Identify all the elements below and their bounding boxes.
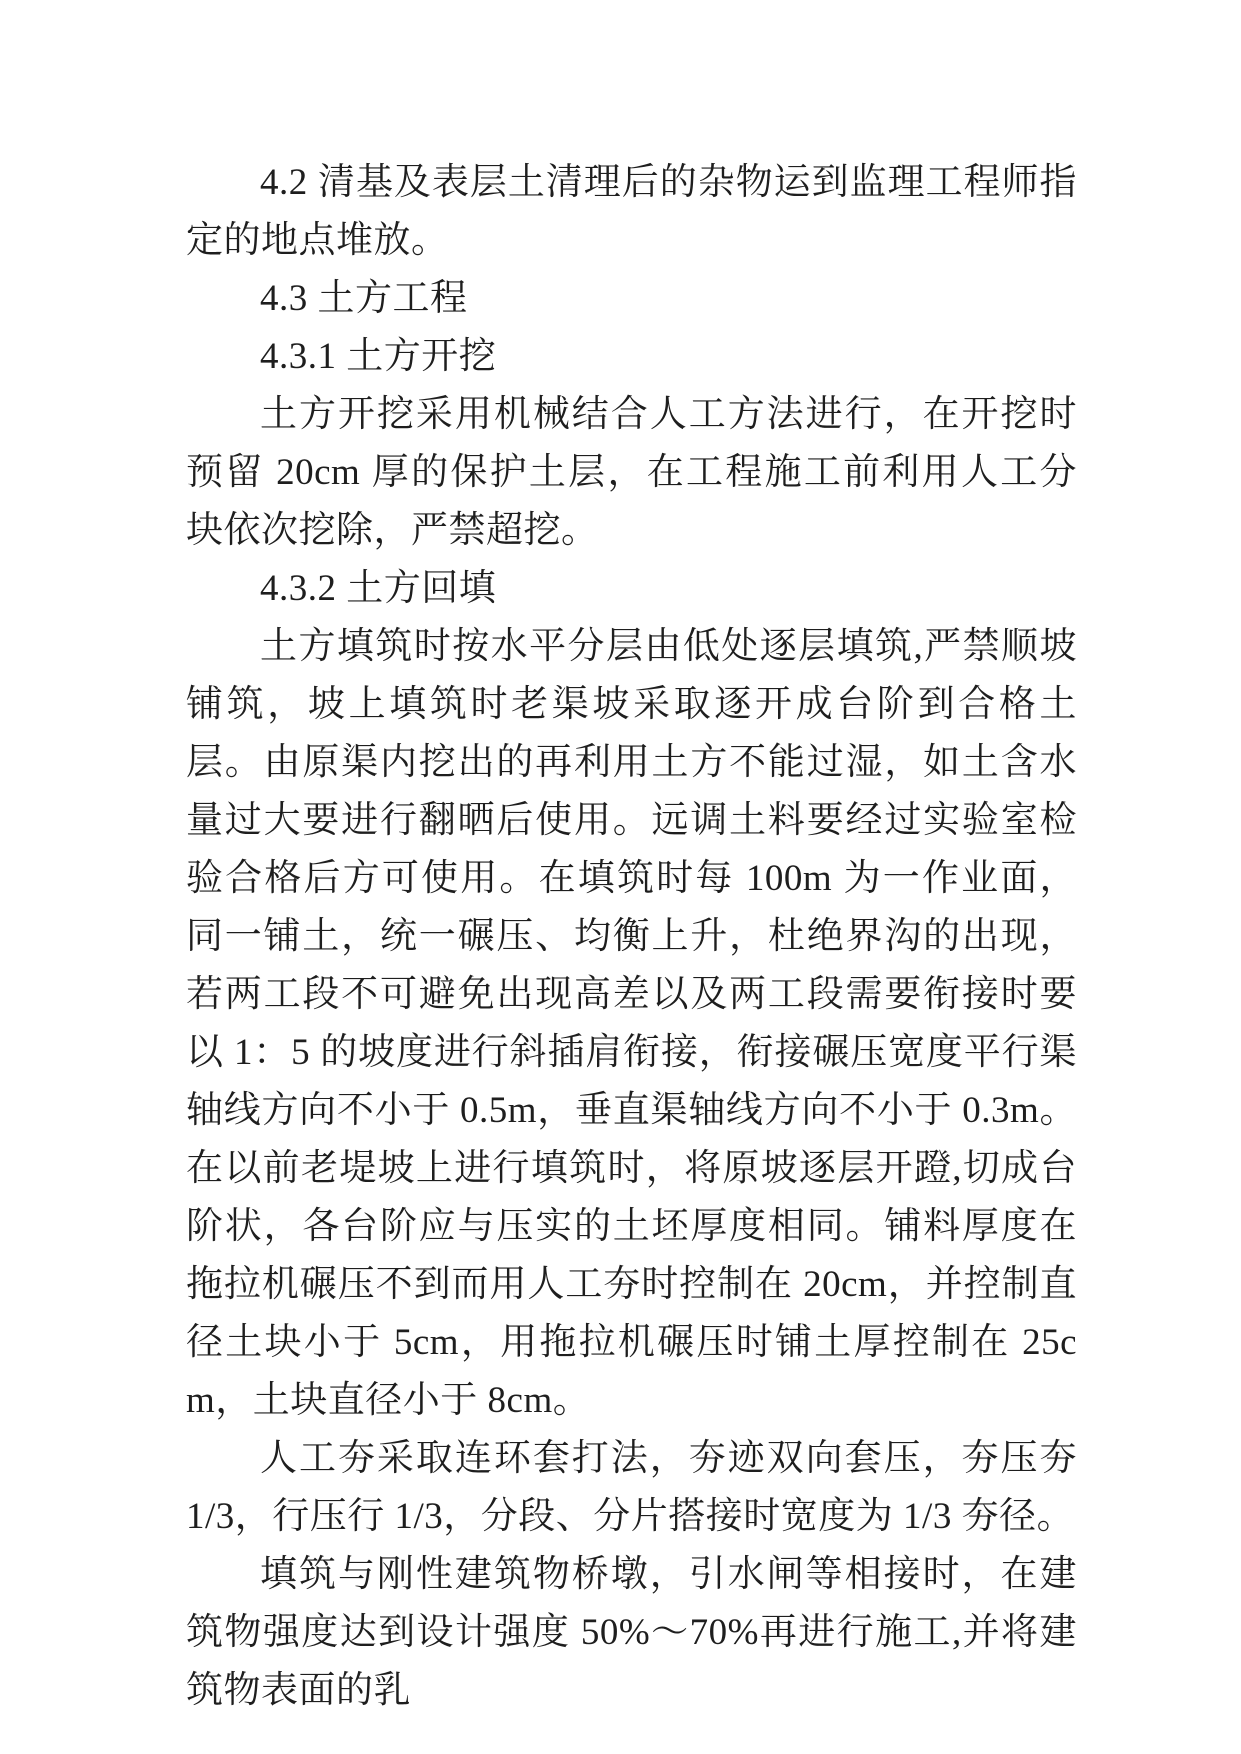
paragraph-p-manual-ram: 人工夯采取连环套打法，夯迹双向套压，夯压夯 1/3，行压行 1/3，分段、分片搭接时宽度为 1/3 夯径。 [186, 1438, 1077, 1537]
paragraph-sec-4-3-2: 4.3.2 土方回填 [260, 568, 497, 609]
document-body [186, 154, 1077, 1720]
paragraph-sec-4-2: 4.2 清基及表层土清理后的杂物运到监理工程师指定的地点堆放。 [186, 162, 1077, 261]
paragraph-sec-4-3-1: 4.3.1 土方开挖 [260, 336, 497, 377]
paragraph-p-backfill: 土方填筑时按水平分层由低处逐层填筑,严禁顺坡铺筑，坡上填筑时老渠坡采取逐开成台阶到合格土层。由原渠内挖出的再利用土方不能过湿，如土含水量过大要进行翻晒后使用。远调土料要经过实验室检验合格后方可使用。在填筑时每 100m 为一作业面，同一铺土，统一碾压、均衡上升，杜绝界沟的出现，若两工段不可避免出现高差以及两工段需要衔接时要以 1：5 的坡度进行斜插肩衔接，衔接碾压宽度平行渠轴线方向不小于 0.5m，垂直渠轴线方向不小于 0.3m。在以前老堤坡上进行填筑时，将原坡逐层开蹬,切成台阶状，各台阶应与压实的土坯厚度相同。铺料厚度在拖拉机碾压不到而用人工夯时控制在 20cm，并控制直径土块小于 5cm，用拖拉机碾压时铺土厚控制在 25cm，土块直径小于 8cm。 [186, 626, 1077, 1421]
paragraph-sec-4-3: 4.3 土方工程 [260, 278, 468, 319]
paragraph-p-excavation: 土方开挖采用机械结合人工方法进行，在开挖时预留 20cm 厚的保护土层，在工程施工前利用人工分块依次挖除，严禁超挖。 [186, 394, 1077, 551]
paragraph-p-rigid-structure: 填筑与刚性建筑物桥墩，引水闸等相接时，在建筑物强度达到设计强度 50%～70%再进行施工,并将建筑物表面的乳 [186, 1554, 1077, 1711]
